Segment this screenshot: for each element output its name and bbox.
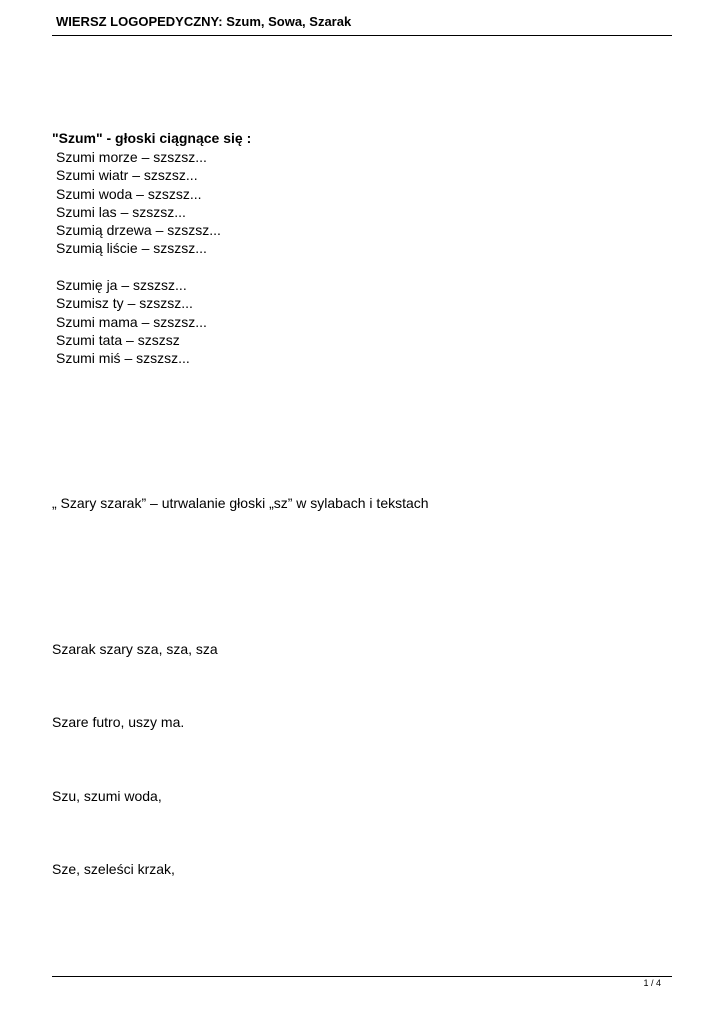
poem-verse: Szare futro, uszy ma. <box>52 714 185 730</box>
document-header-title: WIERSZ LOGOPEDYCZNY: Szum, Sowa, Szarak <box>56 14 352 29</box>
poem-line: Szumią drzewa – szszsz... <box>56 222 221 239</box>
poem-verse: Sze, szeleści krzak, <box>52 861 175 877</box>
poem-stanza-1 <box>56 148 221 258</box>
poem-line: Szumisz ty – szszsz... <box>56 295 193 312</box>
poem-verse: Szarak szary sza, sza, sza <box>52 641 218 657</box>
poem-line: Szumię ja – szszsz... <box>56 277 187 293</box>
poem-verse: Szu, szumi woda, <box>52 788 162 804</box>
poem-title-szary-szarak: „ Szary szarak” – utrwalanie głoski „sz” w sylabach i tekstach <box>52 495 429 511</box>
poem-line: Szumią liście – szszsz... <box>56 240 207 257</box>
poem-line: Szumi miś – szszsz... <box>56 350 190 367</box>
poem-line: Szumi woda – szszsz... <box>56 185 202 202</box>
poem-stanza-2 <box>56 276 207 367</box>
poem-line: Szumi morze – szszsz... <box>56 149 207 165</box>
poem-line: Szumi wiatr – szszsz... <box>56 167 198 184</box>
poem-line: Szumi tata – szszsz <box>56 331 180 348</box>
header-divider <box>52 35 672 36</box>
poem-title-szum: "Szum" - głoski ciągnące się : <box>52 130 252 146</box>
poem-line: Szumi las – szszsz... <box>56 203 186 220</box>
page-number: 1 / 4 <box>643 978 661 988</box>
poem-line: Szumi mama – szszsz... <box>56 313 207 330</box>
footer-divider <box>52 976 672 977</box>
